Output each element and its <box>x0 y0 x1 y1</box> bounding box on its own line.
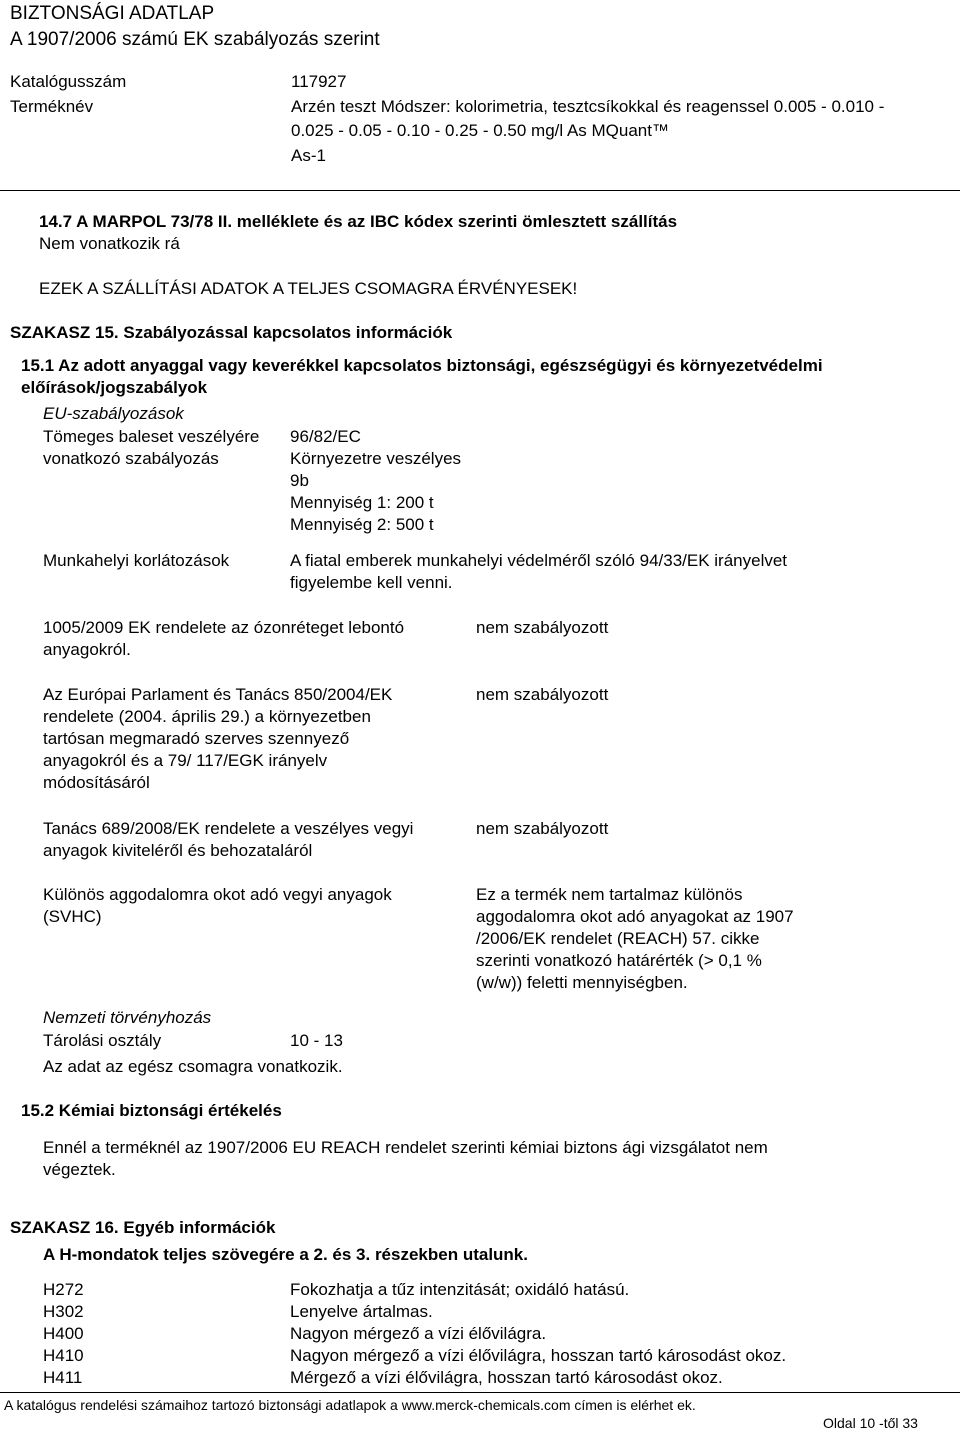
seveso-label-line-1: Tömeges baleset veszélyére <box>43 427 260 446</box>
section-15-2-heading: 15.2 Kémiai biztonsági értékelés <box>21 1101 282 1120</box>
section-14-7-heading: 14.7 A MARPOL 73/78 II. melléklete és az IBC kódex szerinti ömlesztett szállítás <box>39 212 678 231</box>
pop-regulation-value: nem szabályozott <box>476 685 609 704</box>
pop-regulation-line-4: anyagokról és a 79/ 117/EGK irányelv <box>43 751 328 770</box>
seveso-category: Környezetre veszélyes <box>290 449 462 468</box>
product-name-line-3: As-1 <box>291 146 326 165</box>
section-16-heading: SZAKASZ 16. Egyéb információk <box>10 1218 276 1237</box>
document-title: BIZTONSÁGI ADATLAP <box>10 3 215 24</box>
h-statement-text: Mérgező a vízi élővilágra, hosszan tartó károsodást okoz. <box>290 1368 723 1387</box>
chemical-safety-assessment-line-1: Ennél a terméknél az 1907/2006 EU REACH rendelet szerinti kémiai biztons ági vizsgálatot nem <box>43 1138 768 1157</box>
pop-regulation-line-5: módosításáról <box>43 773 150 792</box>
chemical-safety-assessment-line-2: végeztek. <box>43 1160 116 1179</box>
pop-regulation-line-3: tartósan megmaradó szerves szennyező <box>43 729 350 748</box>
footer-note: A katalógus rendelési számaihoz tartozó biztonsági adatlapok a www.merck-chemicals.com címen is elérhet ek. <box>4 1397 696 1413</box>
h-statement-text: Lenyelve ártalmas. <box>290 1302 433 1321</box>
regulation-subtitle: A 1907/2006 számú EK szabályozás szerint <box>10 29 380 50</box>
svhc-value-line-2: aggodalomra okot adó anyagokat az 1907 <box>476 907 794 926</box>
h-statement-text: Nagyon mérgező a vízi élővilágra. <box>290 1324 547 1343</box>
seveso-quantity-1: Mennyiség 1: 200 t <box>290 493 434 512</box>
ozone-regulation-line-1: 1005/2009 EK rendelete az ózonréteget lebontó <box>43 618 405 637</box>
product-name-line-1: Arzén teszt Módszer: kolorimetria, tesztcsíkokkal és reagenssel 0.005 - 0.010 - <box>291 97 885 116</box>
h-statement-code: H400 <box>43 1324 84 1343</box>
workplace-restrictions-line-2: figyelembe kell venni. <box>290 573 453 592</box>
seveso-category-code: 9b <box>290 471 309 490</box>
product-name-line-2: 0.025 - 0.05 - 0.10 - 0.25 - 0.50 mg/l As MQuant™ <box>291 121 669 140</box>
page-number: Oldal 10 -től 33 <box>823 1415 918 1431</box>
product-name-label: Terméknév <box>10 97 94 116</box>
pop-regulation-line-2: rendelete (2004. április 29.) a környezetben <box>43 707 371 726</box>
section-14-7-value: Nem vonatkozik rá <box>39 234 180 253</box>
h-statement-code: H302 <box>43 1302 84 1321</box>
pic-regulation-line-1: Tanács 689/2008/EK rendelete a veszélyes vegyi <box>43 819 414 838</box>
h-statements-reference: A H-mondatok teljes szövegére a 2. és 3. részekben utalunk. <box>43 1245 528 1264</box>
svhc-label-line-1: Különös aggodalomra okot adó vegyi anyagok <box>43 885 392 904</box>
svhc-value-line-5: (w/w)) feletti mennyiségben. <box>476 973 688 992</box>
transport-notice: EZEK A SZÁLLÍTÁSI ADATOK A TELJES CSOMAGRA ÉRVÉNYESEK! <box>39 279 578 298</box>
seveso-label-line-2: vonatkozó szabályozás <box>43 449 219 468</box>
pop-regulation-line-1: Az Európai Parlament és Tanács 850/2004/EK <box>43 685 393 704</box>
svhc-value-line-3: /2006/EK rendelet (REACH) 57. cikke <box>476 929 760 948</box>
ozone-regulation-value: nem szabályozott <box>476 618 609 637</box>
section-15-1-heading-line-2: előírások/jogszabályok <box>21 378 208 397</box>
pic-regulation-line-2: anyagok kiviteléről és behozataláról <box>43 841 313 860</box>
section-15-1-heading-line-1: 15.1 Az adott anyaggal vagy keverékkel kapcsolatos biztonsági, egészségügyi és környezetvédelmi <box>21 356 823 375</box>
h-statement-code: H410 <box>43 1346 84 1365</box>
workplace-restrictions-label: Munkahelyi korlátozások <box>43 551 230 570</box>
national-legislation-label: Nemzeti törvényhozás <box>43 1008 212 1027</box>
package-note: Az adat az egész csomagra vonatkozik. <box>43 1057 343 1076</box>
h-statement-text: Fokozhatja a tűz intenzitását; oxidáló hatású. <box>290 1280 630 1299</box>
workplace-restrictions-line-1: A fiatal emberek munkahelyi védelméről szóló 94/33/EK irányelvet <box>290 551 788 570</box>
h-statement-code: H411 <box>43 1368 83 1387</box>
catalog-number-value: 117927 <box>291 72 347 91</box>
seveso-directive: 96/82/EC <box>290 427 361 446</box>
h-statement-code: H272 <box>43 1280 84 1299</box>
pic-regulation-value: nem szabályozott <box>476 819 609 838</box>
seveso-quantity-2: Mennyiség 2: 500 t <box>290 515 434 534</box>
svhc-label-line-2: (SVHC) <box>43 907 102 926</box>
svhc-value-line-1: Ez a termék nem tartalmaz különös <box>476 885 743 904</box>
storage-class-label: Tárolási osztály <box>43 1031 162 1050</box>
ozone-regulation-line-2: anyagokról. <box>43 640 131 659</box>
footer-divider <box>0 1392 960 1393</box>
storage-class-value: 10 - 13 <box>290 1031 343 1050</box>
section-15-heading: SZAKASZ 15. Szabályozással kapcsolatos információk <box>10 323 453 342</box>
catalog-number-label: Katalógusszám <box>10 72 127 91</box>
header-divider <box>0 190 960 191</box>
eu-regulations-label: EU-szabályozások <box>43 404 184 423</box>
svhc-value-line-4: szerinti vonatkozó határérték (> 0,1 % <box>476 951 762 970</box>
h-statement-text: Nagyon mérgező a vízi élővilágra, hosszan tartó károsodást okoz. <box>290 1346 787 1365</box>
